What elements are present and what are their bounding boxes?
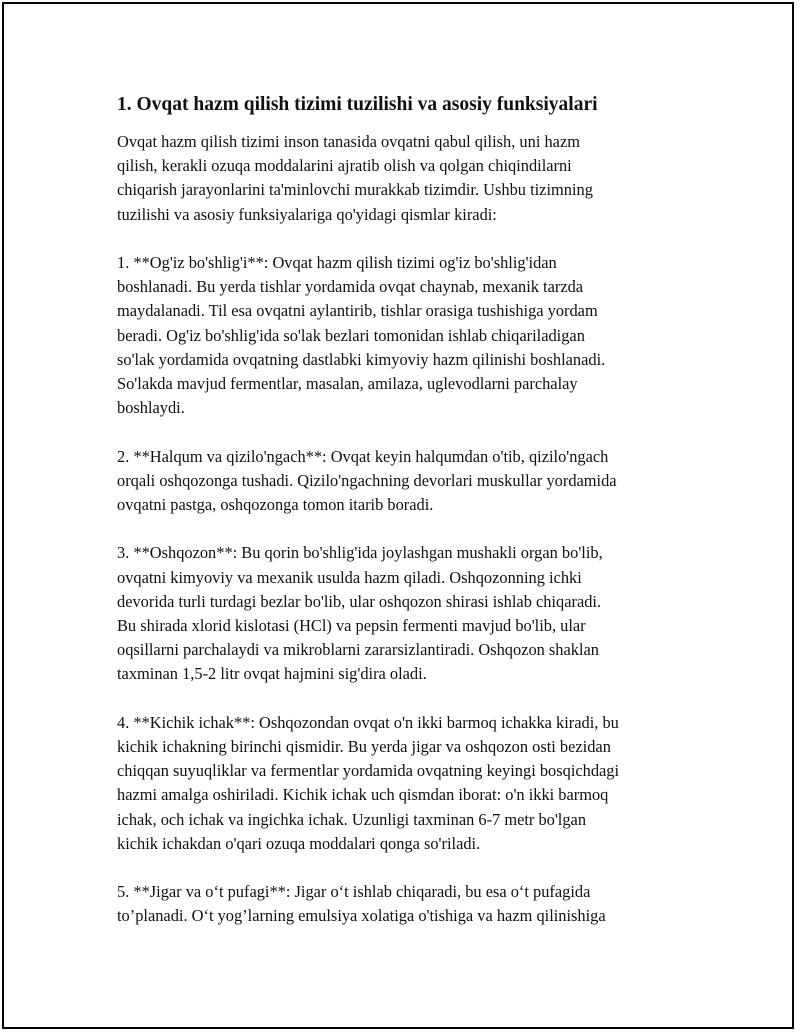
document-body	[117, 92, 697, 953]
paragraph-line: 5. **Jigar va o‘t pufagi**: Jigar o‘t ishlab chiqaradi, bu esa o‘t pufagida	[117, 882, 591, 902]
paragraph-line: So'lakda mavjud fermentlar, masalan, amilaza, uglevodlarni parchalay	[117, 374, 578, 394]
paragraph	[117, 130, 697, 227]
paragraph	[117, 541, 697, 686]
paragraph-line: devorida turli turdagi bezlar bo'lib, ular oshqozon shirasi ishlab chiqaradi.	[117, 591, 602, 611]
paragraph-line: 2. **Halqum va qizilo'ngach**: Ovqat keyin halqumdan o'tib, qizilo'ngach	[117, 446, 609, 466]
paragraph-line: ovqatni kimyoviy va mexanik usulda hazm qiladi. Oshqozonning ichki	[117, 567, 582, 587]
paragraph-line: qilish, kerakli ozuqa moddalarini ajratib olish va qolgan chiqindilarni	[117, 156, 572, 176]
paragraph	[117, 880, 697, 928]
paragraph-line: beradi. Og'iz bo'shlig'ida so'lak bezlari tomonidan ishlab chiqariladigan	[117, 325, 585, 345]
paragraph-line: maydalanadi. Til esa ovqatni aylantirib, tishlar orasiga tushishiga yordam	[117, 301, 598, 321]
paragraph	[117, 251, 697, 420]
paragraph-line: to’planadi. O‘t yog’larning emulsiya xolatiga o'tishiga va hazm qilinishiga	[117, 906, 606, 926]
paragraph-line: Ovqat hazm qilish tizimi inson tanasida ovqatni qabul qilish, uni hazm	[117, 132, 580, 151]
paragraph-line: chiqarish jarayonlarini ta'minlovchi murakkab tizimdir. Ushbu tizimning	[117, 180, 593, 200]
paragraph	[117, 711, 697, 856]
paragraph-line: oqsillarni parchalaydi va mikroblarni zararsizlantiradi. Oshqozon shaklan	[117, 640, 599, 660]
paragraph-line: hazmi amalga oshiriladi. Kichik ichak uch qismdan iborat: o'n ikki barmoq	[117, 785, 609, 805]
paragraph-line: ovqatni pastga, oshqozonga tomon itarib boradi.	[117, 495, 434, 515]
paragraph-line: 1. **Og'iz bo'shlig'i**: Ovqat hazm qilish tizimi og'iz bo'shlig'idan	[117, 253, 557, 272]
paragraph-line: 4. **Kichik ichak**: Oshqozondan ovqat o'n ikki barmoq ichakka kiradi, bu	[117, 712, 619, 732]
paragraph-line: boshlanadi. Bu yerda tishlar yordamida ovqat chaynab, mexanik tarzda	[117, 277, 584, 297]
paragraph	[117, 445, 697, 518]
paragraph-line: 3. **Oshqozon**: Bu qorin bo'shlig'ida joylashgan mushakli organ bo'lib,	[117, 543, 603, 563]
paragraph-line: taxminan 1,5-2 litr ovqat hajmini sig'dira oladi.	[117, 664, 427, 684]
paragraph-line: kichik ichakning birinchi qismidir. Bu yerda jigar va oshqozon osti bezidan	[117, 737, 611, 757]
document-title: 1. Ovqat hazm qilish tizimi tuzilishi va asosiy funksiyalari	[117, 94, 598, 115]
paragraph-line: kichik ichakdan o'qari ozuqa moddalari qonga so'riladi.	[117, 833, 481, 853]
paragraph-line: chiqqan suyuqliklar va fermentlar yordamida ovqatning keyingi bosqichdagi	[117, 761, 620, 781]
paragraph-line: orqali oshqozonga tushadi. Qizilo'ngachning devorlari muskullar yordamida	[117, 470, 617, 490]
paragraph-line: boshlaydi.	[117, 398, 185, 418]
paragraph-line: tuzilishi va asosiy funksiyalariga qo'yidagi qismlar kiradi:	[117, 204, 497, 224]
paragraph-line: so'lak yordamida ovqatning dastlabki kimyoviy hazm qilinishi boshlanadi.	[117, 349, 606, 369]
paragraph-list	[117, 130, 697, 929]
paragraph-line: ichak, och ichak va ingichka ichak. Uzunligi taxminan 6-7 metr bo'lgan	[117, 809, 587, 829]
paragraph-line: Bu shirada xlorid kislotasi (HCl) va pepsin fermenti mavjud bo'lib, ular	[117, 616, 586, 636]
